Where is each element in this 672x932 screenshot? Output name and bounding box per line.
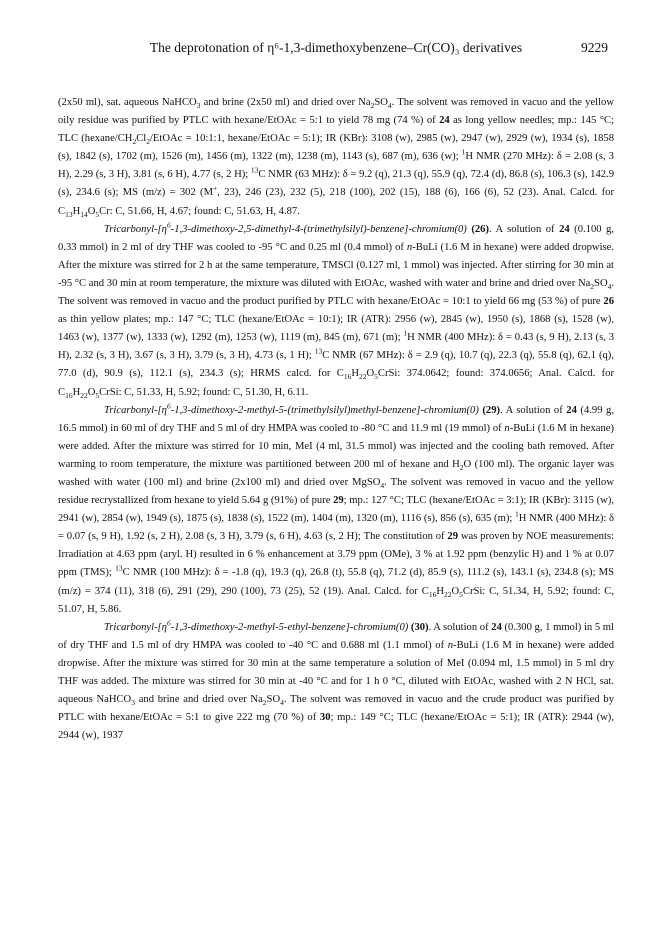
paragraph-compound-26: Tricarbonyl-$[\eta^6-1,3-dimethoxy-2,5-dimethyl-4-(trimethylsilyl)-benzene]-chromium(0)$ (26). A solution of 24 (0.100 g, 0.33 mmol) in 2 ml of dry THF was cooled to -95 °C and 0.25 ml (0.4 mmol) of n-BuLi (1.6 M in hexane) were added dropwise. After the mixture was stirred for 2 h at the same temperature, TMSCl (0.127 ml, 1 mmol) was injected. After stirring for 30 min at -95 °C and 30 min at room temperature, the mixture was diluted with EtOAc, washed with water and brine and dried over $Na_2SO_4$. The solvent was removed in vacuo and the product purified by PTLC with hexane/EtOAc = 10:1 to yield 66 mg (53 %) of pure 26 as thin yellow plates; mp.: 147 °C; TLC (hexane/EtOAc = 10:1); IR (ATR): 2956 (w), 2845 (w), 1950 (s), 1868 (s), 1528 (w), 1463 (w), 1377 (w), 1333 (w), 1292 (m), 1253 (w), 1119 (m), 845 (m), 671 (m); $^1$H NMR (400 MHz): δ = 0.43 (s, 9 H), 2.13 (s, 3 H), 2.32 (s, 3 H), 3.67 (s, 3 H), 3.79 (s, 3 H), 4.73 (s, 1 H); $^{13}$C NMR (67 MHz): δ = 2.9 (q), 10.7 (q), 22.3 (q), 55.8 (q), 62.1 (q), 77.0 (d), 90.9 (s), 112.1 (s), 234.3 (s); HRMS calcd. for $C_{16}H_{22}O_5CrSi$: 374.0642; found: 374.0656; Anal. Calcd. for $C_{16}H_{22}O_5CrSi$: C, 51.33, H, 5.92; found: C, 51.30, H, 6.11. bbox=[58, 220, 615, 400]
page-number: 9229 bbox=[581, 40, 608, 55]
article-body bbox=[58, 94, 614, 745]
compound-26-name: Tricarbonyl-$[\eta^6-1,3-dimethoxy-2,5-dimethyl-4-(trimethylsilyl)-benzene]-chromium(0)$ bbox=[104, 220, 467, 235]
paragraph-compound-29: Tricarbonyl-$[\eta^6-1,3-dimethoxy-2-methyl-5-(trimethylsilyl)methyl-benzene]-chromium(0)$ (29). A solution of 24 (4.99 g, 16.5 mmol) in 60 ml of dry THF and 5 ml of dry HMPA was cooled to -80 °C and 11.9 ml (19 mmol) of n-BuLi (1.6 M in hexane) were added. After the mixture was stirred for 10 min, MeI (4 ml, 31.5 mmol) was injected and the cooling bath removed. After warming to room temperature, the mixture was partitioned between 200 ml of hexane and $H_2O$ (100 ml). The organic layer was washed with water (100 ml) and brine (2x100 ml) and dried over MgSO$_4$. The solvent was removed in vacuo and the yellow residue recrystallized from hexane to yield 5.64 g (91%) of pure 29; mp.: 127 °C; TLC (hexane/EtOAc = 3:1); IR (KBr): 3115 (w), 2941 (w), 2854 (w), 1949 (s), 1875 (s), 1838 (s), 1522 (m), 1404 (m), 1320 (m), 1116 (s), 856 (s), 635 (m); $^1$H NMR (400 MHz): δ = 0.07 (s, 9 H), 1.92 (s, 2 H), 2.08 (s, 3 H), 3.79 (s, 6 H), 4.63 (s, 2 H); The constitution of 29 was proven by NOE measurements: Irradiation at 4.63 ppm (aryl. H) resulted in 6 % enhancement at 3.79 ppm (OMe), 3 % at 1.92 ppm (benzylic H) and 1 % at 0.07 ppm (TMS); $^{13}$C NMR (100 MHz): δ = -1.8 (q), 19.3 (q), 26.8 (t), 55.8 (q), 71.2 (d), 85.9 (s), 111.2 (s), 143.1 (s), 234.8 (s); MS (m/z) = 374 (11), 318 (6), 291 (29), 290 (100), 73 (25), 52 (19). Anal. Calcd. for $C_{16}H_{22}O_5CrSi$: C, 51.34, H, 5.92; found: C, 51.07, H, 5.86. bbox=[58, 401, 615, 615]
paragraph-compound-30: Tricarbonyl-$[\eta^6-1,3-dimethoxy-2-methyl-5-ethyl-benzene]-chromium(0)$ (30). A solution of 24 (0.300 g, 1 mmol) in 5 ml of dry THF and 1.5 ml of dry HMPA was cooled to -40 °C and 0.688 ml (1.1 mmol) of n-BuLi (1.6 M in hexane) were added dropwise. After the mixture was stirred for 30 min at the same temperature a solution of MeI (0.094 ml, 1.5 mmol) in 5 ml dry THF was added. The mixture was stirred for 30 min at -40 °C and for 1 h 0 °C, diluted with EtOAc, washed with 2 N HCl, sat. aqueous NaHCO$_3$ and brine and dried over $Na_2SO_4$. The solvent was removed in vacuo and the crude product was purified by PTLC with hexane/EtOAc = 5:1 to give 222 mg (70 %) of 30; mp.: 149 °C; TLC (hexane/EtOAc = 5:1); IR (ATR): 2944 (w), 2944 (w), 1937 bbox=[58, 618, 614, 742]
paragraph-24-workup: (2x50 ml), sat. aqueous NaHCO$_3$ and brine (2x50 ml) and dried over $Na_2SO_4$. The solvent was removed in vacuo and the yellow oily residue was purified by PTLC with hexane/EtOAc = 5:1 to yield 78 mg (74 %) of 24 as long yellow needles; mp.: 145 °C; TLC ($hexane/CH_2Cl_2$/EtOAc = 10:1:1, hexane/EtOAc = 5:1); IR (KBr): 3108 (w), 2985 (w), 2947 (w), 2929 (w), 1934 (s), 1858 (s), 1842 (s), 1702 (m), 1526 (m), 1456 (m), 1322 (m), 1238 (m), 1143 (s), 687 (m), 636 (w); $^1$H NMR (270 MHz): δ = 2.08 (s, 3 H), 2.29 (s, 3 H), 3.81 (s, 6 H), 4.77 (s, 2 H); $^{13}$C NMR (63 MHz): δ = 9.2 (q), 21.3 (q), 55.9 (q), 72.4 (d), 86.8 (s), 106.3 (s), 142.9 (s), 234.6 (s); MS (m/z) = 302 (M+, 23), 246 (23), 232 (5), 218 (100), 202 (15), 188 (6), 166 (6), 52 (23). Anal. Calcd. for $C_{13}H_{14}O_5Cr$: C, 51.66, H, 4.67; found: C, 51.63, H, 4.87. bbox=[58, 97, 615, 219]
compound-30-name: Tricarbonyl-$[\eta^6-1,3-dimethoxy-2-methyl-5-ethyl-benzene]-chromium(0)$ bbox=[104, 618, 409, 633]
running-title: The deprotonation of η⁶-1,3-dimethoxybenzene–Cr(CO)₃ derivatives bbox=[149, 40, 523, 55]
running-header bbox=[60, 40, 612, 60]
compound-29-name: Tricarbonyl-$[\eta^6-1,3-dimethoxy-2-methyl-5-(trimethylsilyl)methyl-benzene]-chromium(0)$ bbox=[104, 401, 479, 416]
